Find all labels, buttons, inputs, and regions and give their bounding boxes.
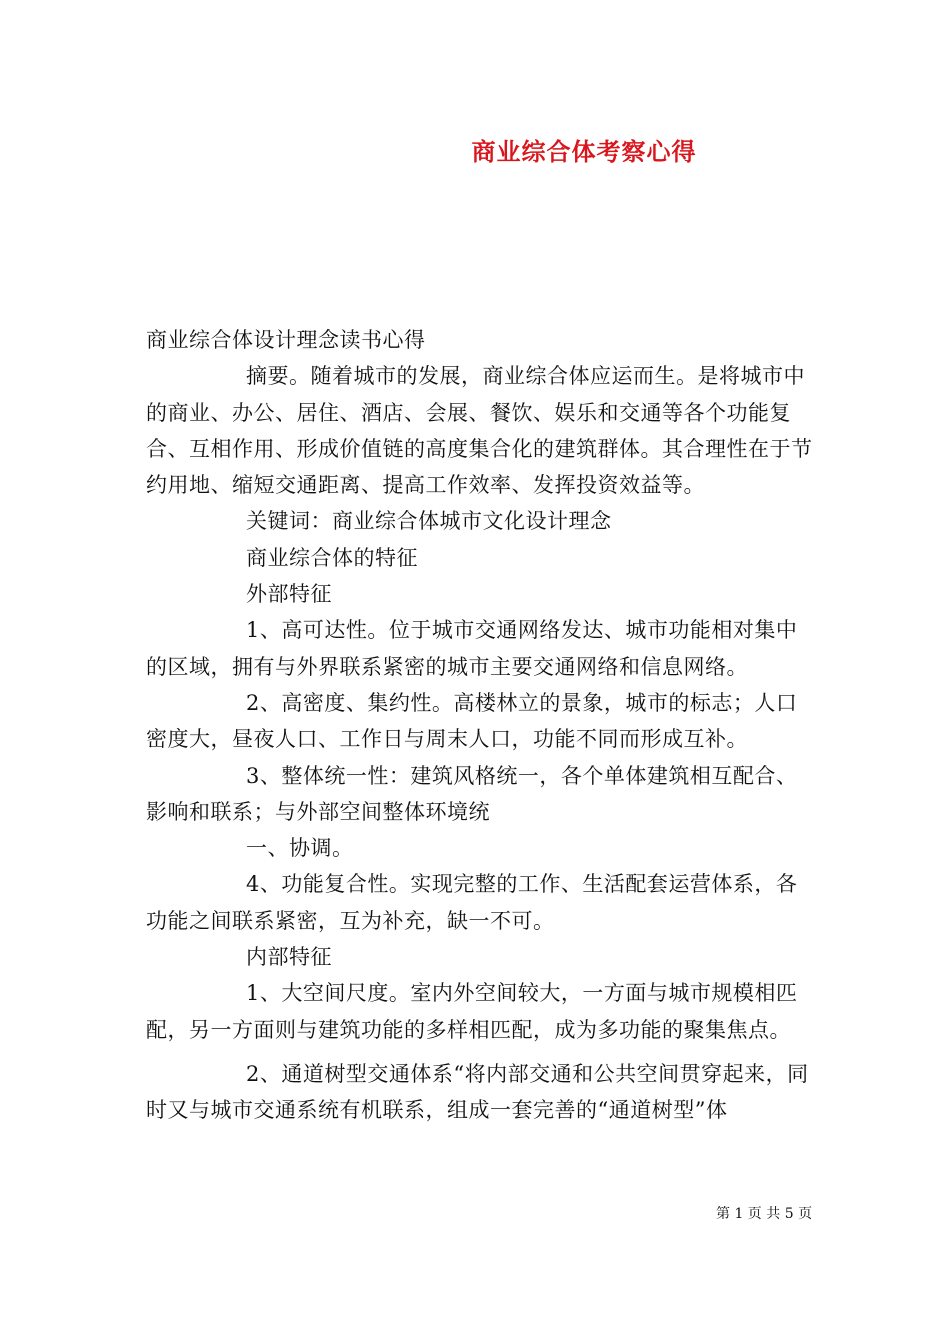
document-body bbox=[146, 322, 816, 1129]
paragraph-density: 2、高密度、集约性。高楼林立的景象，城市的标志；人口密度大，昼夜人口、工作日与周末人口，功能不同而形成互补。 bbox=[146, 690, 798, 752]
heading-internal-features: 内部特征 bbox=[246, 945, 332, 970]
paragraph-space-scale: 1、大空间尺度。室内外空间较大，一方面与城市规模相匹配，另一方面则与建筑功能的多样相匹配，成为多功能的聚集焦点。 bbox=[146, 981, 798, 1042]
paragraph-keywords: 关键词：商业综合体城市文化设计理念 bbox=[246, 509, 612, 534]
heading-features: 商业综合体的特征 bbox=[246, 545, 418, 570]
document-title: 商业综合体考察心得 bbox=[471, 137, 697, 166]
paragraph-abstract: 摘要。随着城市的发展，商业综合体应运而生。是将城市中的商业、办公、居住、酒店、会展、餐饮、娱乐和交通等各个功能复合、互相作用、形成价值链的高度集合化的建筑群体。其合理性在于节约用地、缩短交通距离、提高工作效率、发挥投资效益等。 bbox=[146, 364, 813, 498]
paragraph-function-composite: 4、功能复合性。实现完整的工作、生活配套运营体系，各功能之间联系紧密，互为补充，缺一不可。 bbox=[146, 872, 798, 933]
paragraph-subtitle: 商业综合体设计理念读书心得 bbox=[146, 328, 426, 352]
paragraph-accessibility: 1、高可达性。位于城市交通网络发达、城市功能相对集中的区域，拥有与外界联系紧密的城市主要交通网络和信息网络。 bbox=[146, 618, 798, 679]
page-indicator: 第 1 页 共 5 页 bbox=[716, 1206, 813, 1222]
paragraph-unity: 3、整体统一性：建筑风格统一，各个单体建筑相互配合、影响和联系；与外部空间整体环境统 bbox=[146, 763, 798, 824]
paragraph-traffic-system: 2、通道树型交通体系“将内部交通和公共空间贯穿起来，同时又与城市交通系统有机联系，组成一套完善的“通道树型”体 bbox=[146, 1061, 809, 1123]
paragraph-coordination: 一、协调。 bbox=[246, 836, 354, 861]
heading-external-features: 外部特征 bbox=[246, 582, 332, 607]
